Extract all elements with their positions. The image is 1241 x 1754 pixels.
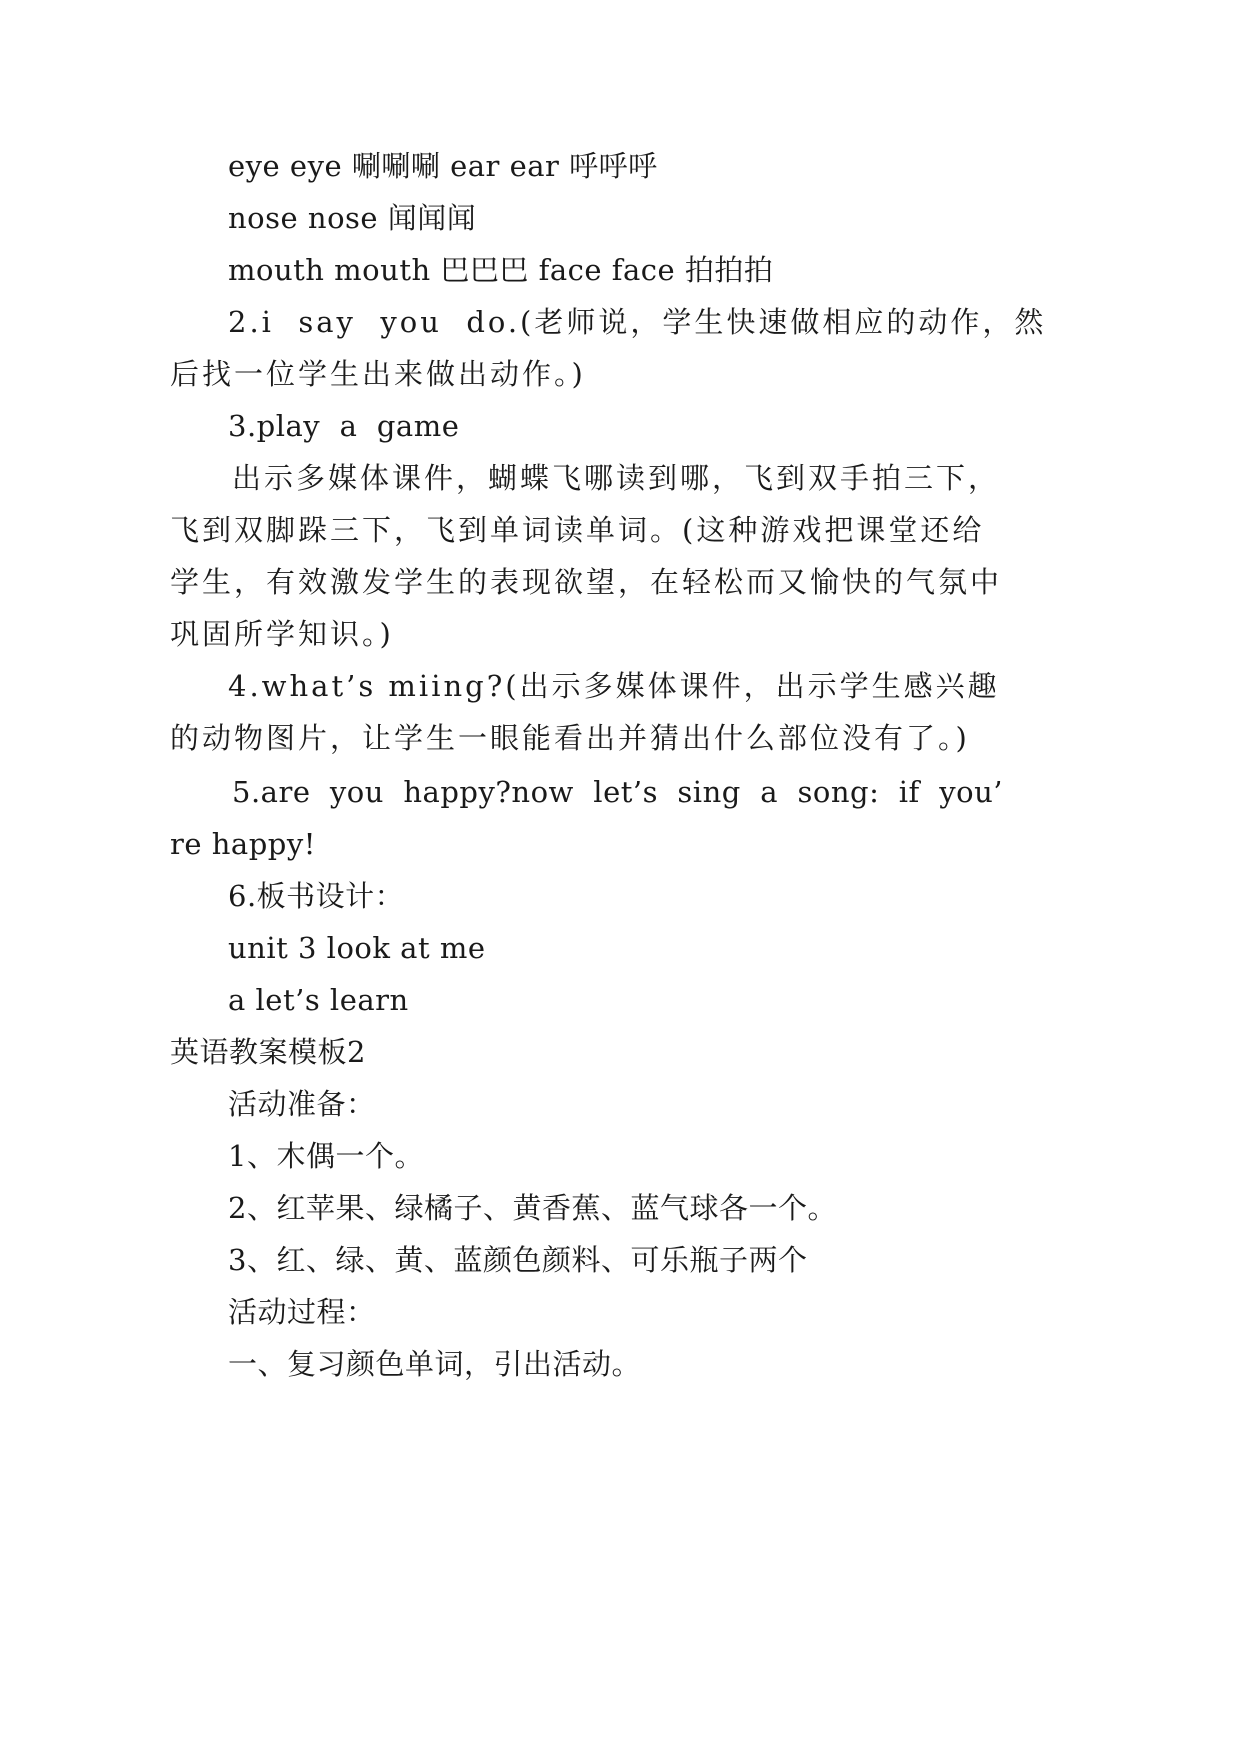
text-line: 一、复习颜色单词，引出活动。 xyxy=(228,1347,642,1381)
text-line: 后找一位学生出来做出动作。) xyxy=(170,357,586,391)
text-line: 5.are you happy?now let’s sing a song: if you’ xyxy=(232,775,1003,809)
text-line: 飞到双脚跺三下，飞到单词读单词。(这种游戏把课堂还给 xyxy=(170,513,985,547)
text-line: 2.i say you do.(老师说，学生快速做相应的动作，然 xyxy=(228,305,1047,339)
text-line: 活动准备： xyxy=(228,1087,376,1121)
text-line: 3、红、绿、黄、蓝颜色颜料、可乐瓶子两个 xyxy=(228,1243,808,1277)
text-line: a let’s learn xyxy=(228,983,409,1017)
text-line: 2、红苹果、绿橘子、黄香蕉、蓝气球各一个。 xyxy=(228,1191,837,1225)
text-line: eye eye 唰唰唰 ear ear 呼呼呼 xyxy=(228,149,658,183)
text-line: 的动物图片，让学生一眼能看出并猜出什么部位没有了。) xyxy=(170,721,970,755)
section-heading: 英语教案模板2 xyxy=(170,1035,366,1069)
text-line: re happy! xyxy=(170,827,316,861)
text-line: 6.板书设计： xyxy=(228,879,405,913)
text-line: 3.play a game xyxy=(228,409,460,443)
text-line: nose nose 闻闻闻 xyxy=(228,201,477,235)
text-line: 巩固所学知识。) xyxy=(170,617,394,651)
text-line: unit 3 look at me xyxy=(228,931,486,965)
text-line: 学生，有效激发学生的表现欲望，在轻松而又愉快的气氛中 xyxy=(170,565,1003,599)
text-line: 出示多媒体课件，蝴蝶飞哪读到哪，飞到双手拍三下， xyxy=(232,461,1001,495)
text-line: mouth mouth 巴巴巴 face face 拍拍拍 xyxy=(228,253,774,287)
text-line: 活动过程： xyxy=(228,1295,376,1329)
text-line: 4.what’s miing?(出示多媒体课件，出示学生感兴趣 xyxy=(228,669,1000,703)
text-line: 1、木偶一个。 xyxy=(228,1139,424,1173)
